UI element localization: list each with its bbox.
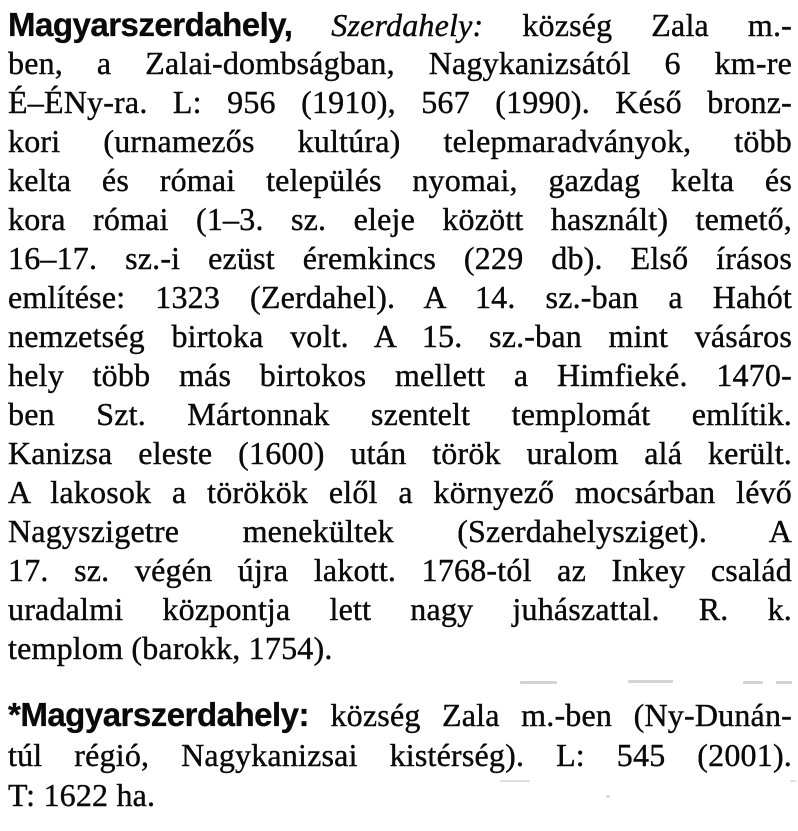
text-line: Nagyszigetre menekültek (Szerdahelysziget). A: [8, 513, 792, 549]
text-line: É–ÉNy-ra. L: 956 (1910), 567 (1990). Késő bronz-: [8, 84, 792, 120]
text-line: ben Szt. Mártonnak szentelt templomát említik.: [8, 396, 792, 432]
entry-first-line-text: község Zala m.-ben (Ny-Dunán-: [330, 697, 792, 733]
text-line: A lakosok a törökök elől a környező mocsárban lévő: [8, 474, 792, 510]
text-line: kori (urnamezős kultúra) telepmaradványok, több: [8, 123, 792, 159]
text-line: Kanizsa eleste (1600) után török uralom alá került.: [8, 435, 792, 471]
text-line: 16–17. sz.-i ezüst éremkincs (229 db). Első írásos: [8, 240, 792, 276]
scan-artifact: [790, 780, 796, 782]
text-line: nemzetség birtoka volt. A 15. sz.-ban mint vásáros: [8, 318, 792, 354]
scan-artifact: [520, 681, 557, 684]
entry-headword: Magyarszerdahely,: [8, 6, 293, 43]
text-line: kelta és római település nyomai, gazdag kelta és: [8, 162, 792, 198]
scan-artifact: [743, 681, 763, 684]
entry-headword: *Magyarszerdahely:: [8, 696, 309, 733]
entry-first-line-text: község Zala m.-: [522, 7, 792, 43]
text-line: 17. sz. végén újra lakott. 1768-tól az Inkey család: [8, 552, 792, 588]
scan-artifact: [628, 680, 673, 683]
text-line: hely több más birtokos mellett a Himfieké. 1470-: [8, 357, 792, 393]
scan-artifact: [606, 795, 610, 798]
entry-variant-name: Szerdahely:: [331, 7, 484, 43]
text-line: kora római (1–3. sz. eleje között használt) temető,: [8, 201, 792, 237]
text-line: T: 1622 ha.: [8, 777, 156, 813]
text-line: templom (barokk, 1754).: [8, 630, 333, 666]
text-line: túl régió, Nagykanizsai kistérség). L: 545 (2001).: [8, 737, 792, 773]
text-line: ben, a Zalai-dombságban, Nagykanizsától 6 km-re: [8, 45, 792, 81]
entry-first-line: [8, 695, 792, 735]
scan-artifact: [776, 681, 792, 684]
lexicon-entry-main: [8, 5, 792, 668]
text-line: említése: 1323 (Zerdahel). A 14. sz.-ban a Hahót: [8, 279, 792, 315]
text-line: uradalmi központja lett nagy juhászattal. R. k.: [8, 591, 792, 627]
lexicon-entry-addendum: [8, 695, 792, 815]
entry-first-line: [8, 5, 792, 44]
scan-artifact: [500, 780, 530, 782]
